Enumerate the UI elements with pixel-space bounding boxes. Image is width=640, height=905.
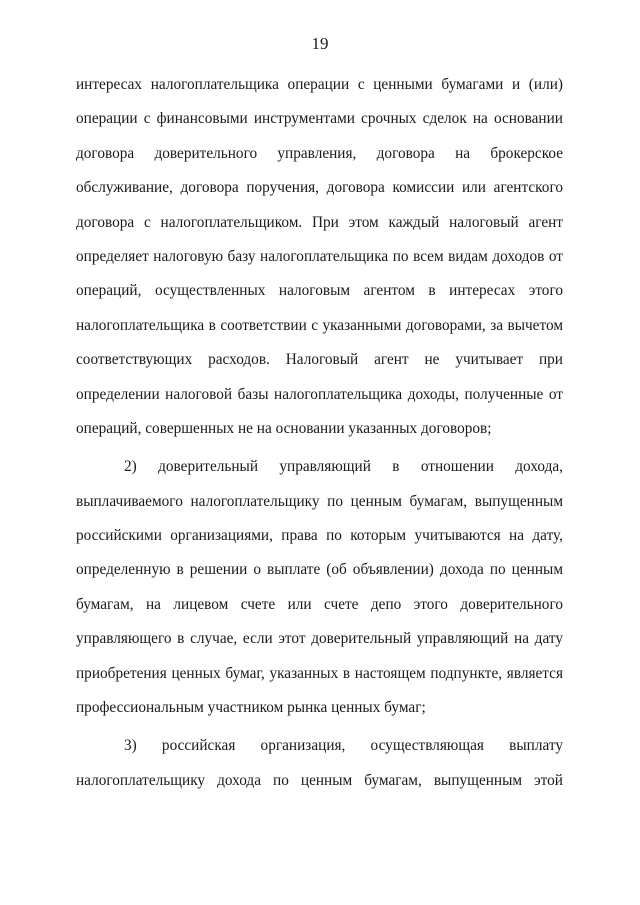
- text-line: операций, совершенных не на основании указанных договоров;: [76, 419, 492, 437]
- text-line: определении налоговой базы налогоплательщика доходы, полученные от: [76, 385, 563, 403]
- text-line: выплачиваемого налогоплательщику по ценным бумагам, выпущенным: [76, 492, 563, 510]
- text-line: определенную в решении о выплате (об объявлении) дохода по ценным: [76, 561, 563, 579]
- text-line: профессиональным участником рынка ценных бумаг;: [76, 699, 426, 717]
- text-line: российскими организациями, права по которым учитываются на дату,: [76, 527, 563, 545]
- text-line: приобретения ценных бумаг, указанных в настоящем подпункте, является: [76, 664, 563, 682]
- page-number: 19: [311, 34, 329, 53]
- paragraph-item-2: [76, 450, 563, 725]
- text-line: соответствующих расходов. Налоговый агент не учитывает при: [76, 351, 563, 369]
- text-line: управляющего в случае, если этот доверительный управляющий на дату: [76, 630, 563, 648]
- text-line: 3) российская организация, осуществляющая выплату: [124, 737, 563, 755]
- paragraph-item-3: [76, 729, 563, 798]
- text-line: операций, осуществленных налоговым агентом в интересах этого: [76, 282, 563, 300]
- text-line: договора доверительного управления, договора на брокерское: [76, 144, 563, 162]
- text-line: налогоплательщику дохода по ценным бумагам, выпущенным этой: [76, 771, 563, 789]
- text-line: 2) доверительный управляющий в отношении дохода,: [124, 458, 563, 476]
- text-line: обслуживание, договора поручения, договора комиссии или агентского: [76, 179, 563, 197]
- text-line: интересах налогоплательщика операции с ценными бумагами и (или): [76, 76, 563, 93]
- text-line: определяет налоговую базу налогоплательщика по всем видам доходов от: [76, 247, 563, 265]
- text-line: налогоплательщика в соответствии с указанными договорами, за вычетом: [76, 316, 563, 334]
- document-body: [76, 68, 563, 798]
- text-line: бумагам, на лицевом счете или счете депо этого доверительного: [76, 595, 563, 613]
- paragraph-continuation: [76, 68, 563, 446]
- text-line: операции с финансовыми инструментами срочных сделок на основании: [76, 110, 563, 128]
- text-line: договора с налогоплательщиком. При этом каждый налоговый агент: [76, 213, 563, 231]
